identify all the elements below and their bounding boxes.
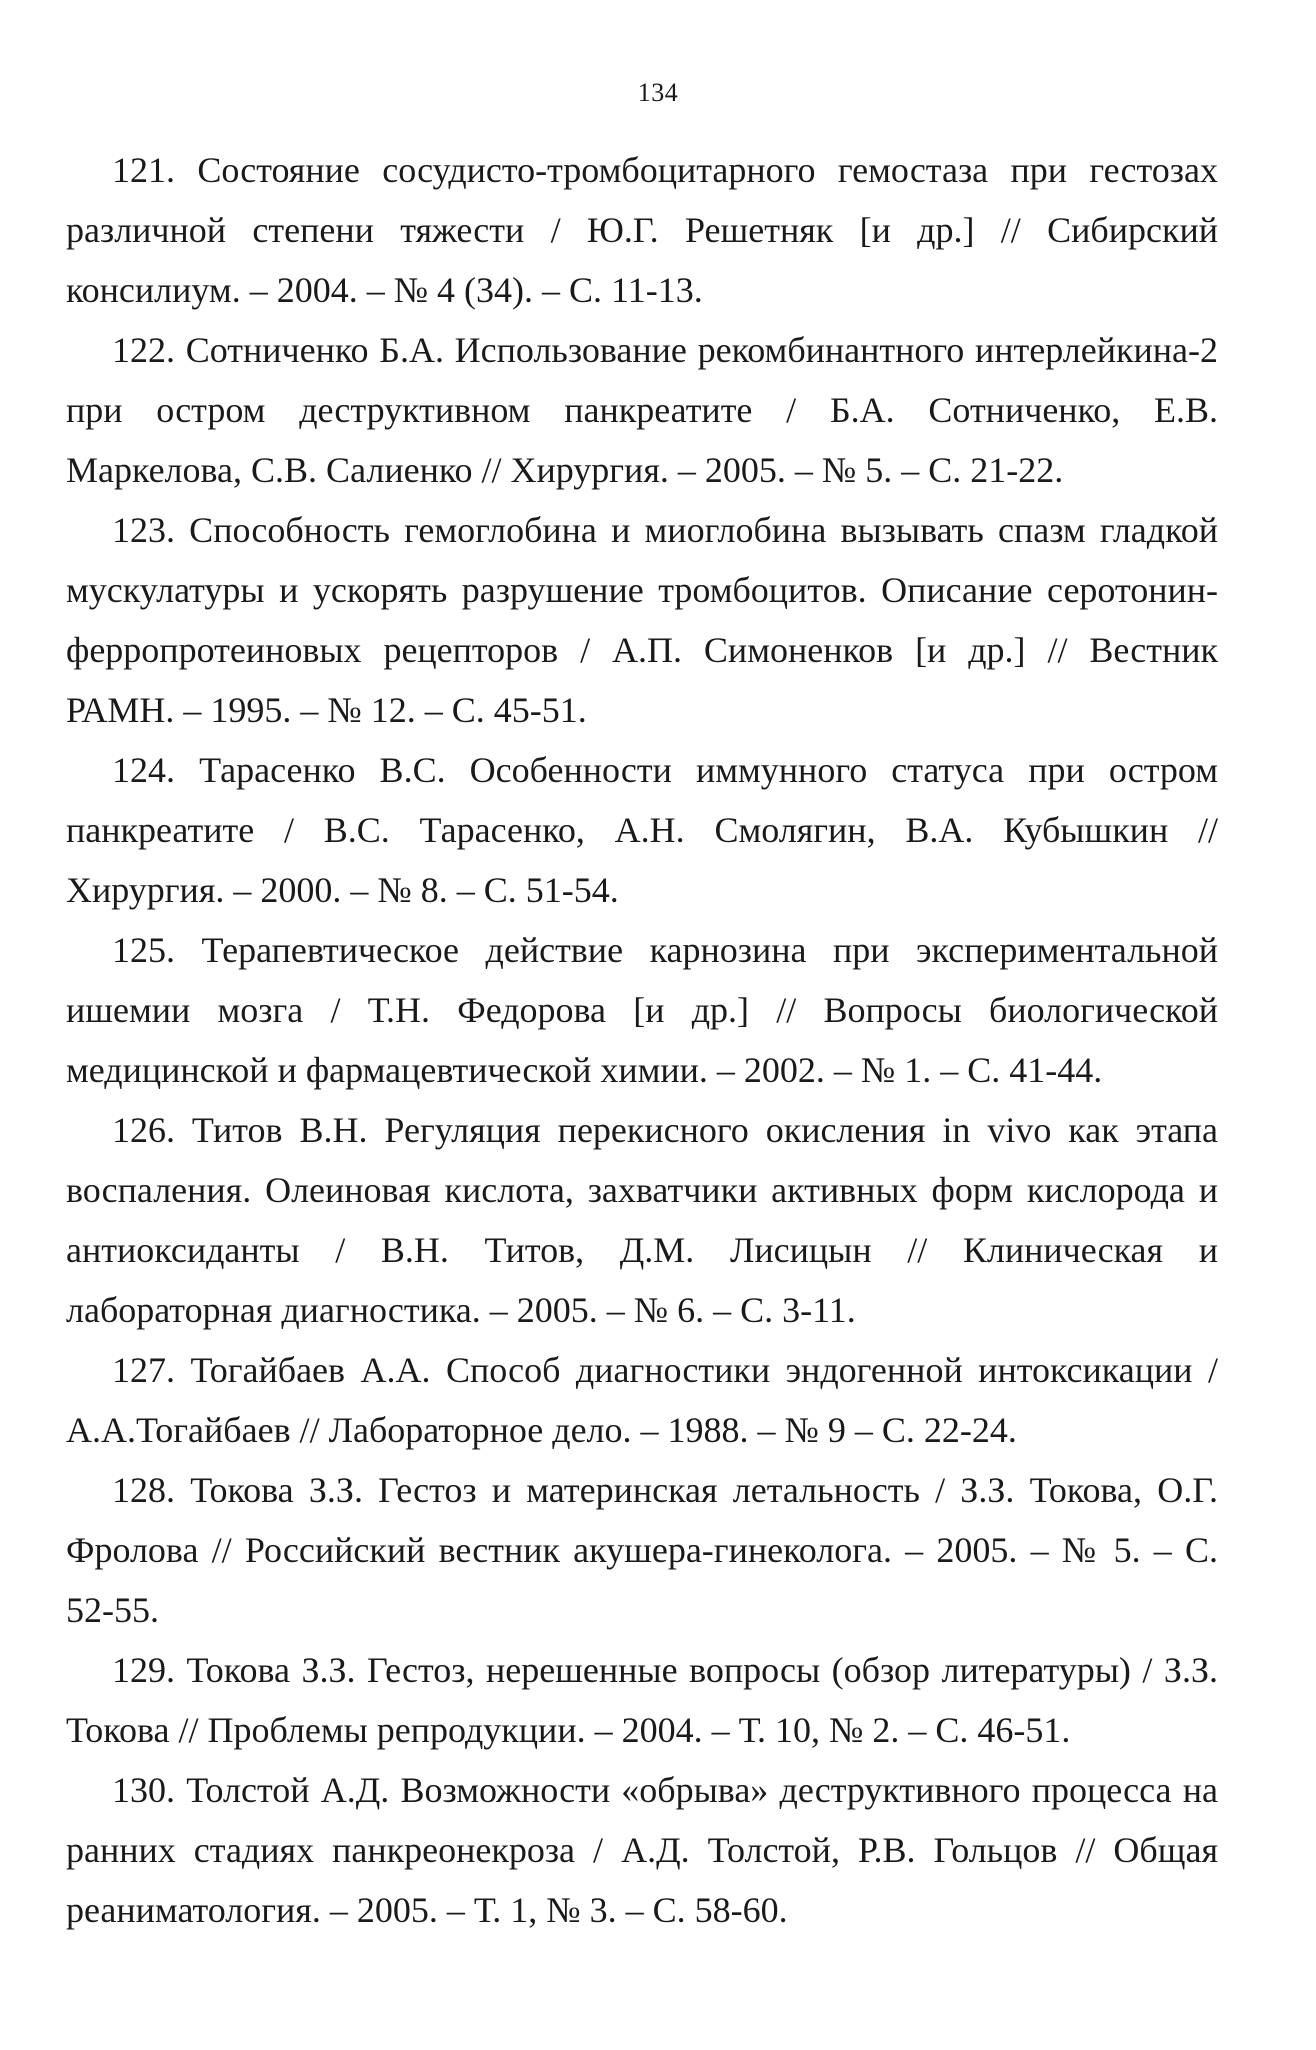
reference-item-130: 130. Толстой А.Д. Возможности «обрыва» деструктивного процесса на ранних стадиях панкреонекроза / А.Д. Толстой, Р.В. Гольцов // Общая реаниматология. – 2005. – Т. 1, № 3. – С. 58-60.	[66, 1770, 1218, 1930]
reference-item-122: 122. Сотниченко Б.А. Использование рекомбинантного интерлейкина-2 при остром деструктивном панкреатите / Б.А. Сотниченко, Е.В. Маркелова, С.В. Салиенко // Хирургия. – 2005. – № 5. – С. 21-22.	[66, 330, 1218, 490]
reference-item-124: 124. Тарасенко В.С. Особенности иммунного статуса при остром панкреатите / В.С. Тарасенко, А.Н. Смолягин, В.А. Кубышкин // Хирургия. – 2000. – № 8. – С. 51-54.	[66, 750, 1218, 910]
reference-item-121: 121. Состояние сосудисто-тромбоцитарного гемостаза при гестозах различной степени тяжести / Ю.Г. Решетняк [и др.] // Сибирский консилиум. – 2004. – № 4 (34). – С. 11-13.	[66, 150, 1218, 310]
reference-item-125: 125. Терапевтическое действие карнозина при экспериментальной ишемии мозга / Т.Н. Федорова [и др.] // Вопросы биологической медицинской и фармацевтической химии. – 2002. – № 1. – С. 41-44.	[66, 930, 1218, 1090]
reference-item-126: 126. Титов В.Н. Регуляция перекисного окисления in vivo как этапа воспаления. Олеиновая кислота, захватчики активных форм кислорода и антиоксиданты / В.Н. Титов, Д.М. Лисицын // Клиническая и лабораторная диагностика. – 2005. – № 6. – С. 3-11.	[66, 1110, 1218, 1330]
page-number: 134	[637, 78, 679, 107]
reference-item-123: 123. Способность гемоглобина и миоглобина вызывать спазм гладкой мускулатуры и ускорять разрушение тромбоцитов. Описание серотонин-ферропротеиновых рецепторов / А.П. Симоненков [и др.] // Вестник РАМН. – 1995. – № 12. – С. 45-51.	[66, 510, 1218, 730]
reference-item-127: 127. Тогайбаев А.А. Способ диагностики эндогенной интоксикации /А.А.Тогайбаев // Лабораторное дело. – 1988. – № 9 – С. 22-24.	[66, 1350, 1218, 1450]
reference-list	[66, 140, 1218, 1940]
reference-item-128: 128. Токова З.З. Гестоз и материнская летальность / З.З. Токова, О.Г. Фролова // Российский вестник акушера-гинеколога. – 2005. – № 5. – С. 52-55.	[66, 1470, 1218, 1630]
reference-item-129: 129. Токова З.З. Гестоз, нерешенные вопросы (обзор литературы) / З.З. Токова // Проблемы репродукции. – 2004. – Т. 10, № 2. – С. 46-51.	[66, 1650, 1218, 1750]
